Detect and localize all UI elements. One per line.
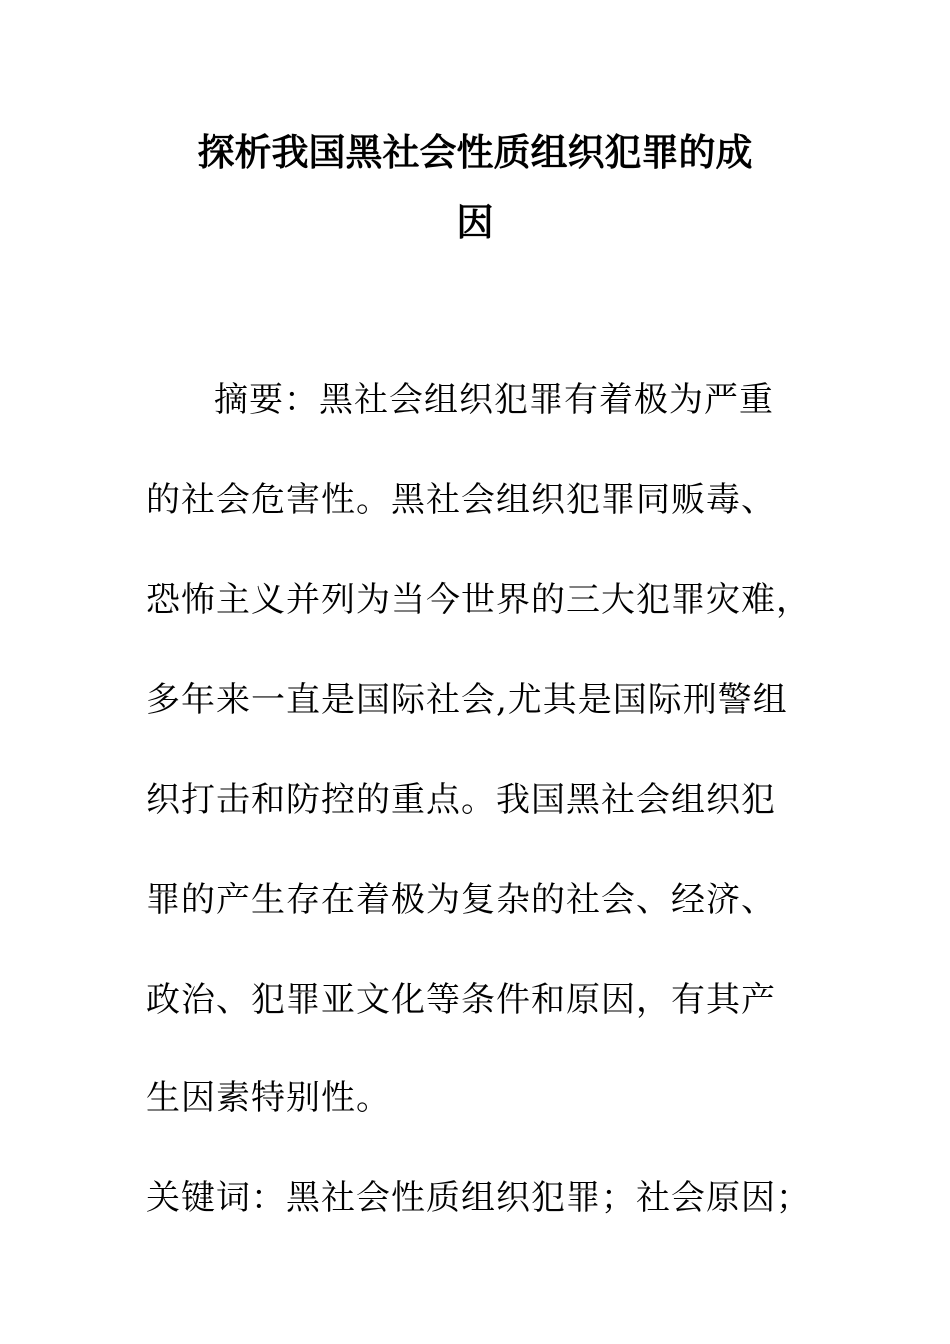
abstract-line-5: 织打击和防控的重点。我国黑社会组织犯 xyxy=(146,780,776,820)
abstract-line-1: 摘要：黑社会组织犯罪有着极为严重 xyxy=(214,380,774,420)
keywords-line: 关键词：黑社会性质组织犯罪；社会原因； xyxy=(146,1178,811,1218)
abstract-line-3: 恐怖主义并列为当今世界的三大犯罪灾难， xyxy=(146,580,811,620)
document-title xyxy=(140,118,810,258)
abstract-line-2: 的社会危害性。黑社会组织犯罪同贩毒、 xyxy=(146,480,776,520)
abstract-line-6: 罪的产生存在着极为复杂的社会、经济、 xyxy=(146,880,776,920)
abstract-line-7: 政治、犯罪亚文化等条件和原因，有其产 xyxy=(146,980,776,1020)
title-line-2: 因 xyxy=(456,201,494,244)
abstract-line-4: 多年来一直是国际社会,尤其是国际刑警组 xyxy=(146,680,788,720)
abstract-line-8: 生因素特别性。 xyxy=(146,1078,391,1118)
title-line-1: 探析我国黑社会性质组织犯罪的成 xyxy=(197,131,753,174)
